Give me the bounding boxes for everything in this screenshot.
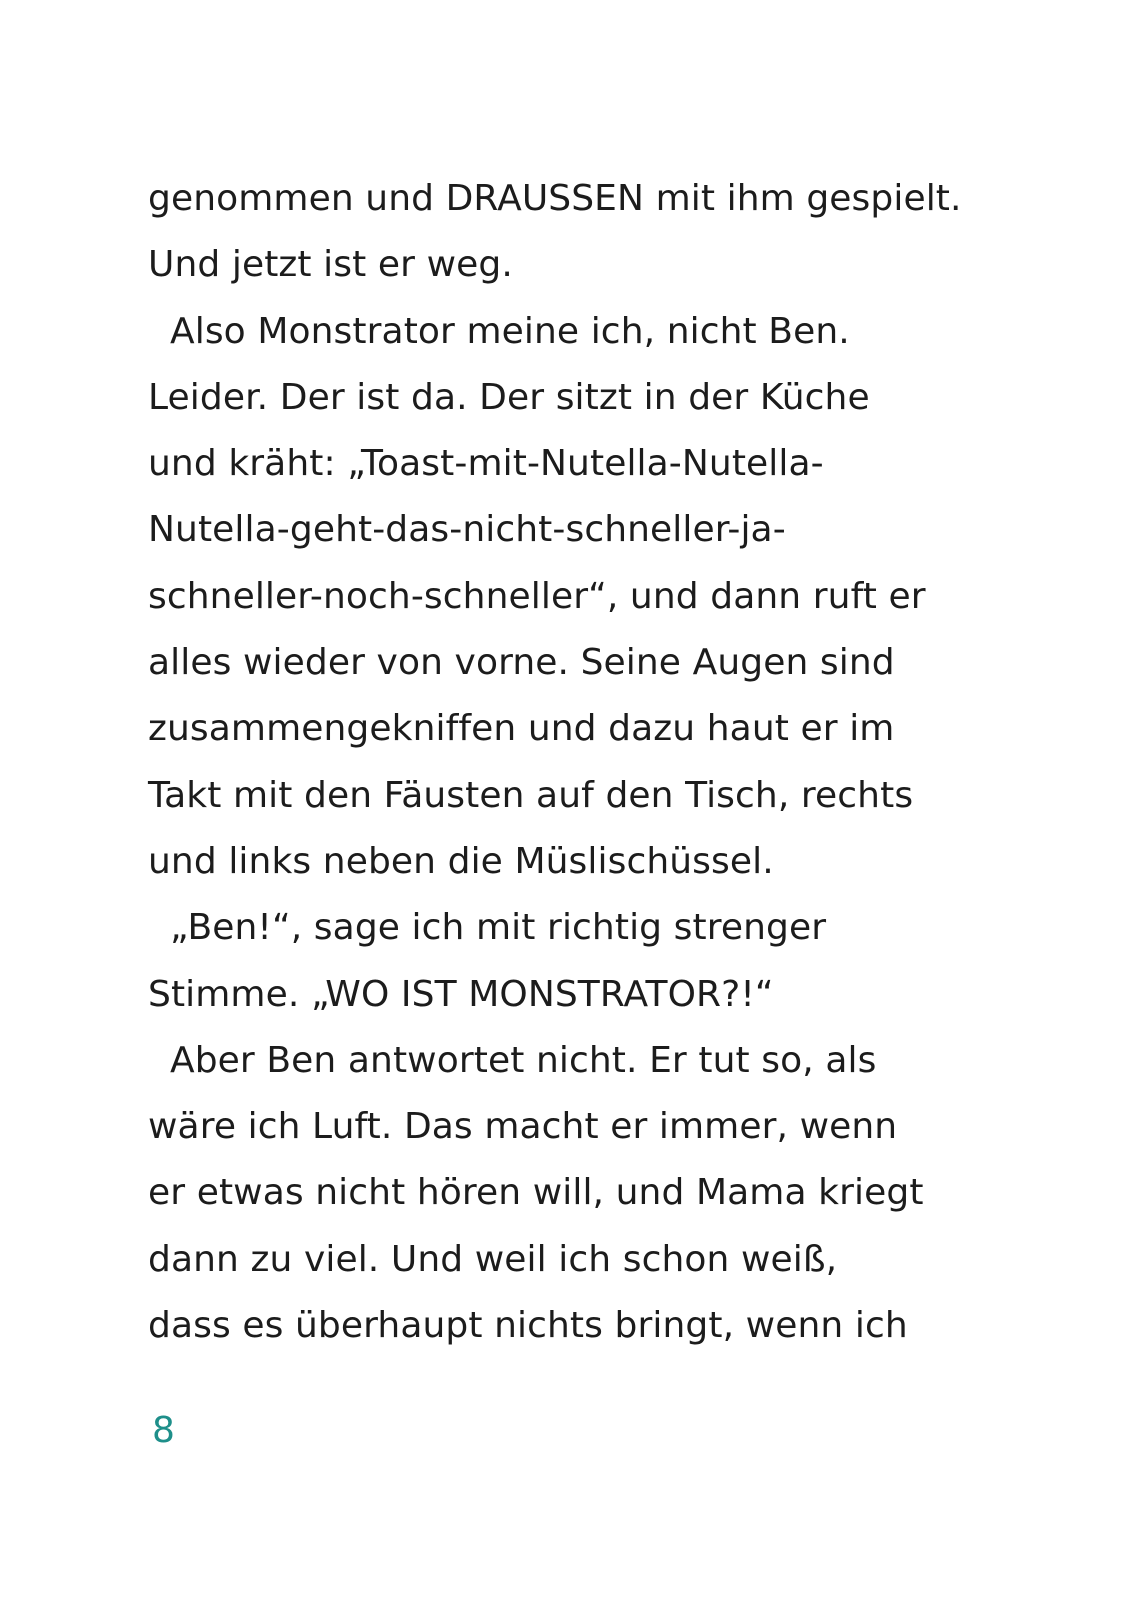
text-line: „Ben!“, sage ich mit richtig strenger <box>170 907 827 949</box>
text-line: zusammengekniffen und dazu haut er im <box>148 708 895 750</box>
text-line: wäre ich Luft. Das macht er immer, wenn <box>148 1106 898 1148</box>
text-line: dass es überhaupt nichts bringt, wenn ich <box>148 1305 908 1347</box>
text-line: genommen und DRAUSSEN mit ihm gespielt. <box>148 178 962 219</box>
text-line: Aber Ben antwortet nicht. Er tut so, als <box>170 1039 877 1081</box>
text-line: Also Monstrator meine ich, nicht Ben. <box>170 310 850 352</box>
text-line: Und jetzt ist er weg. <box>148 244 513 286</box>
text-line: alles wieder von vorne. Seine Augen sind <box>148 642 895 684</box>
page-number: 8 <box>152 1410 175 1451</box>
text-line: Nutella-geht-das-nicht-schneller-ja- <box>148 509 786 551</box>
text-line: Takt mit den Fäusten auf den Tisch, rechts <box>148 774 914 816</box>
text-line: und links neben die Müslischüssel. <box>148 840 774 882</box>
text-line: Leider. Der ist da. Der sitzt in der Küche <box>148 376 870 418</box>
body-text <box>148 166 1008 1359</box>
text-line: Stimme. „WO IST MONSTRATOR?!“ <box>148 973 774 1015</box>
text-line: schneller-noch-schneller“, und dann ruft er <box>148 575 926 617</box>
text-line: er etwas nicht hören will, und Mama kriegt <box>148 1172 924 1214</box>
text-line: und kräht: „Toast-mit-Nutella-Nutella- <box>148 443 824 485</box>
text-line: dann zu viel. Und weil ich schon weiß, <box>148 1238 838 1280</box>
